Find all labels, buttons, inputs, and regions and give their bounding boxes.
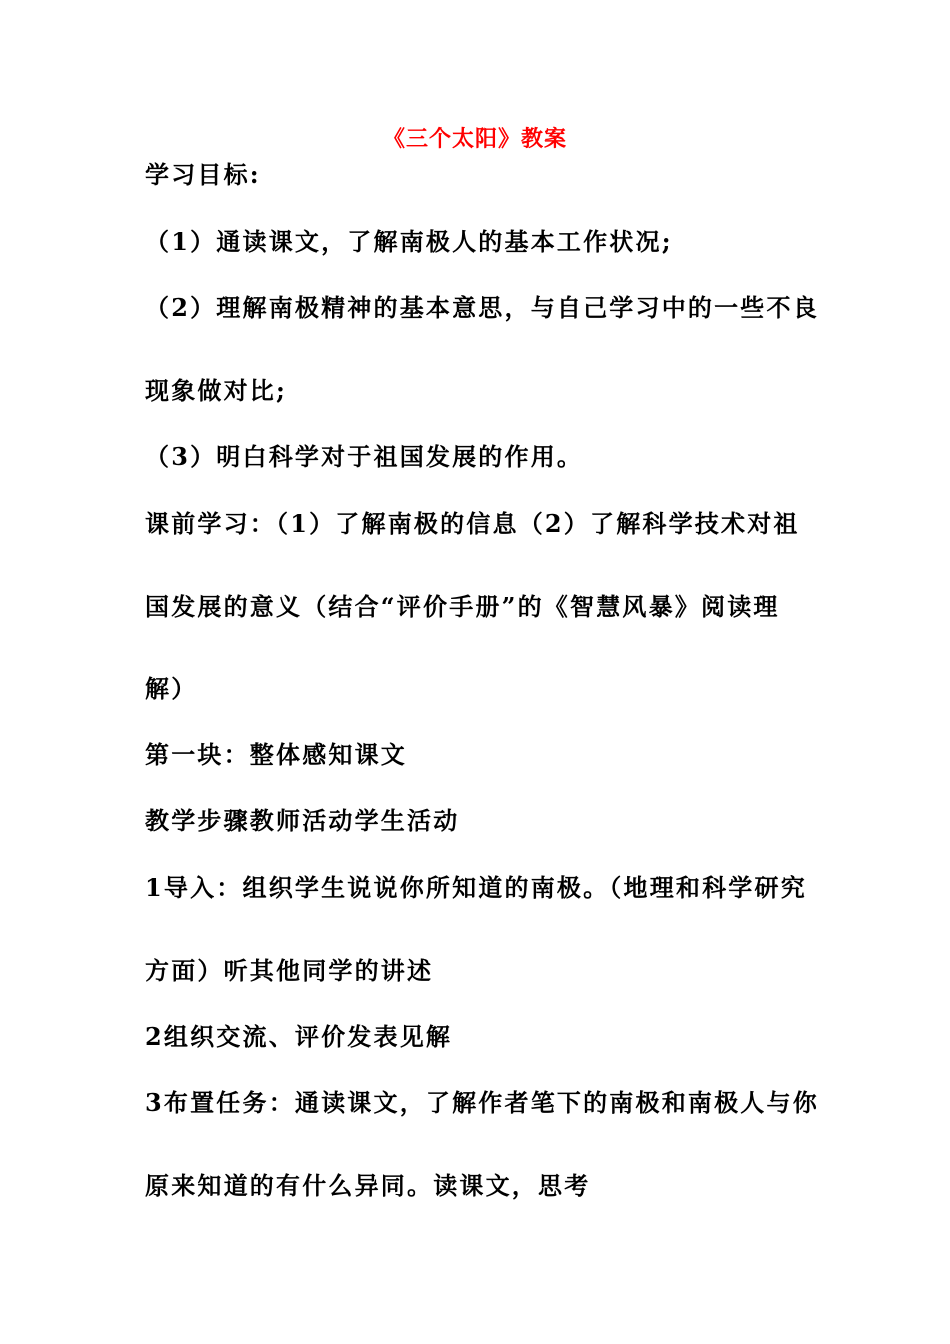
text-line: 方面）听其他同学的讲述 bbox=[145, 956, 434, 985]
text-line: （1）通读课文，了解南极人的基本工作状况; bbox=[145, 227, 673, 256]
text-line: 2组织交流、评价发表见解 bbox=[145, 1022, 453, 1051]
text-line: 1导入：组织学生说说你所知道的南极。（地理和科学研究 bbox=[145, 873, 807, 902]
text-line: 第一块：整体感知课文 bbox=[145, 740, 407, 769]
document-title: 《三个太阳》教案 bbox=[382, 126, 567, 152]
text-line: 解） bbox=[145, 674, 198, 703]
text-line: 学习目标: bbox=[145, 160, 261, 189]
text-line: 课前学习：（1）了解南极的信息（2）了解科学技术对祖 bbox=[145, 509, 800, 538]
text-line: 3布置任务：通读课文，了解作者笔下的南极和南极人与你 bbox=[145, 1088, 819, 1117]
text-line: （3）明白科学对于祖国发展的作用。 bbox=[145, 442, 584, 471]
text-line: 原来知道的有什么异同。读课文，思考 bbox=[145, 1171, 591, 1200]
text-line: 现象做对比; bbox=[145, 376, 288, 405]
text-line: （2）理解南极精神的基本意思，与自己学习中的一些不良 bbox=[145, 293, 819, 322]
text-line: 教学步骤教师活动学生活动 bbox=[145, 806, 460, 835]
text-line: 国发展的意义（结合“评价手册”的《智慧风暴》阅读理 bbox=[145, 592, 780, 621]
